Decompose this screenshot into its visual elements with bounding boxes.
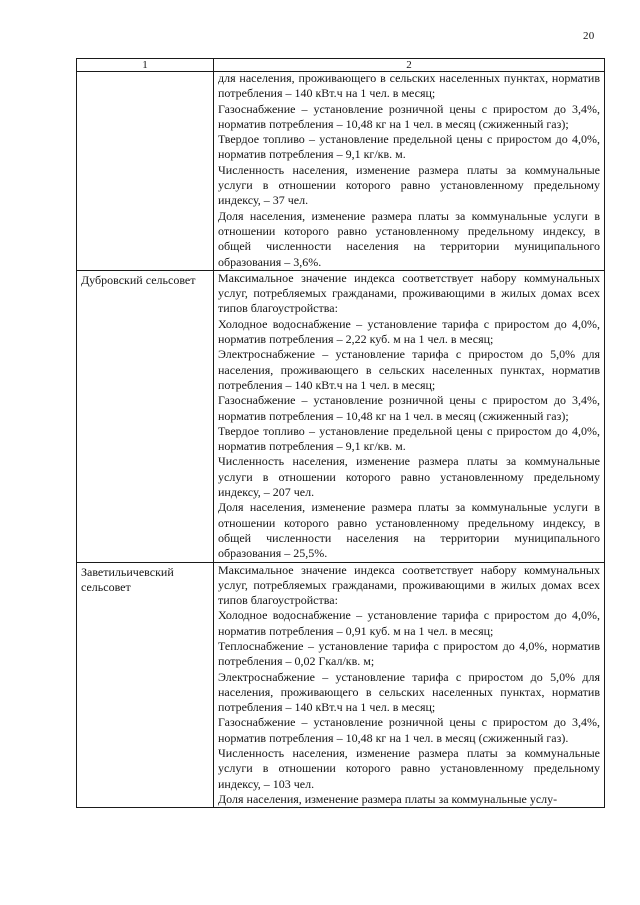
paragraph: Газоснабжение – установление розничной цены с приростом до 3,4%, норматив потребления – 10,48 кг на 1 чел. в месяц (сжиженный газ);	[218, 101, 600, 131]
paragraph: Твердое топливо – установление предельной цены с приростом до 4,0%, норматив потребления – 9,1 кг/кв. м.	[218, 423, 600, 454]
paragraph: Холодное водоснабжение – установление тарифа с приростом до 4,0%, норматив потребления – 2,22 куб. м на 1 чел. в месяц;	[218, 316, 600, 347]
paragraph: Доля населения, изменение размера платы за коммунальные услуги в отношении которого равно установленному предельному индексу, в общей численности населения на территории муниципального образования – 25,5%.	[218, 500, 600, 561]
paragraph: Холодное водоснабжение – установление тарифа с приростом до 4,0%, норматив потребления – 0,91 куб. м на 1 чел. в месяц;	[218, 608, 600, 638]
column-header-1: 1	[77, 59, 214, 72]
paragraph: Теплоснабжение – установление тарифа с приростом до 4,0%, норматив потребления – 0,02 Гкал/кв. м;	[218, 638, 600, 669]
paragraph: Электроснабжение – установление тарифа с приростом до 5,0% для населения, проживающего в сельских населенных пунктах, норматив потребления – 140 кВт.ч на 1 чел. в месяц;	[218, 669, 600, 715]
paragraph: Численность населения, изменение размера платы за коммунальные услуги в отношении которого равно установленному предельному индексу, – 37 чел.	[218, 162, 600, 208]
paragraph: Электроснабжение – установление тарифа с приростом до 5,0% для населения, проживающего в сельских населенных пунктах, норматив потребления – 140 кВт.ч на 1 чел. в месяц;	[218, 347, 600, 392]
paragraph: Максимальное значение индекса соответствует набору коммунальных услуг, потребляемых гражданами, проживающими в жилых домах всех типов благоустройства:	[218, 270, 600, 316]
tariff-table	[76, 58, 605, 808]
municipality-name: Дубровский сельсовет	[77, 270, 214, 562]
table-row	[77, 72, 605, 271]
paragraph: Твердое топливо – установление предельной цены с приростом до 4,0%, норматив потребления – 9,1 кг/кв. м.	[218, 132, 600, 162]
page-number: 20	[583, 30, 595, 42]
table-row	[77, 270, 605, 562]
row-content	[214, 72, 605, 271]
paragraph: Доля населения, изменение размера платы за коммунальные услу-	[218, 791, 558, 806]
paragraph: Численность населения, изменение размера платы за коммунальные услуги в отношении которого равно установленному предельному индексу, – 207 чел.	[218, 454, 600, 500]
paragraph: Газоснабжение – установление розничной цены с приростом до 3,4%, норматив потребления – 10,48 кг на 1 чел. в месяц (сжиженный газ);	[218, 393, 600, 423]
paragraph: Максимальное значение индекса соответствует набору коммунальных услуг, потребляемых гражданами, проживающими в жилых домах всех типов благоустройства:	[218, 562, 600, 608]
municipality-name: Заветильичевский сельсовет	[77, 562, 214, 808]
row-content	[214, 270, 605, 562]
paragraph: Газоснабжение – установление розничной цены с приростом до 3,4%, норматив потребления – 10,48 кг на 1 чел. в месяц (сжиженный газ).	[218, 715, 600, 745]
table-row	[77, 562, 605, 808]
table-header-row	[77, 59, 605, 72]
paragraph: Доля населения, изменение размера платы за коммунальные услуги в отношении которого равно установленному предельному индексу, в общей численности населения на территории муниципального образования – 3,6%.	[218, 208, 600, 269]
row-content	[214, 562, 605, 808]
column-header-2: 2	[214, 59, 605, 72]
municipality-name	[77, 72, 214, 271]
paragraph: для населения, проживающего в сельских населенных пунктах, норматив потребления – 140 кВт.ч на 1 чел. в месяц;	[218, 71, 600, 101]
paragraph: Численность населения, изменение размера платы за коммунальные услуги в отношении которого равно установленному предельному индексу, – 103 чел.	[218, 746, 600, 791]
